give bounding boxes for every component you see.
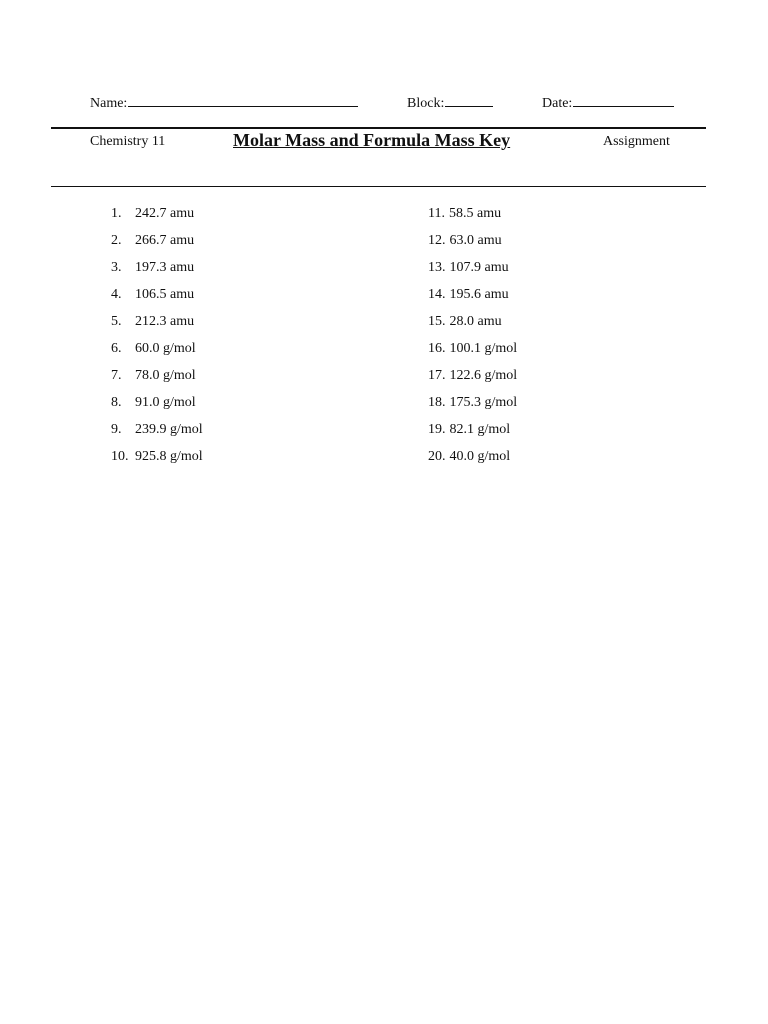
answer-item: [111, 366, 203, 393]
answer-item: [111, 447, 203, 474]
answer-item: [111, 339, 203, 366]
answer-number: 15.: [428, 314, 446, 329]
date-blank: [573, 92, 674, 107]
date-label: Date:: [542, 96, 573, 111]
answer-number: 5.: [111, 314, 122, 329]
answer-number: 11.: [428, 206, 445, 221]
answer-value: 212.3 amu: [135, 314, 195, 329]
answer-value: 122.6 g/mol: [449, 368, 518, 383]
answer-number: 6.: [111, 341, 122, 356]
block-label: Block:: [407, 96, 445, 111]
answer-number: 12.: [428, 233, 446, 248]
answer-item: [428, 231, 517, 258]
answer-item: [111, 204, 203, 231]
answer-item: [428, 285, 517, 312]
answer-number: 3.: [111, 260, 122, 275]
answer-list-right: [428, 204, 517, 474]
answer-value: 195.6 amu: [449, 287, 509, 302]
answer-item: [111, 393, 203, 420]
answer-number: 9.: [111, 422, 122, 437]
answer-value: 58.5 amu: [448, 206, 502, 221]
answer-value: 40.0 g/mol: [449, 449, 511, 464]
block-field: [407, 92, 493, 112]
answer-number: 10.: [111, 449, 129, 464]
answer-number: 4.: [111, 287, 122, 302]
answer-item: [111, 420, 203, 447]
answer-value: 106.5 amu: [135, 287, 195, 302]
date-field: [542, 92, 674, 112]
name-blank: [128, 92, 358, 107]
bottom-divider: [51, 186, 706, 187]
answer-number: 2.: [111, 233, 122, 248]
document-type: Assignment: [603, 134, 670, 149]
block-blank: [445, 92, 493, 107]
answer-value: 175.3 g/mol: [449, 395, 518, 410]
answer-item: [428, 204, 517, 231]
answer-value: 60.0 g/mol: [135, 341, 196, 356]
name-field: [90, 92, 358, 112]
answer-item: [428, 393, 517, 420]
answer-value: 107.9 amu: [449, 260, 509, 275]
answer-number: 17.: [428, 368, 446, 383]
course-name: Chemistry 11: [90, 134, 166, 149]
answer-number: 8.: [111, 395, 122, 410]
answer-value: 82.1 g/mol: [449, 422, 511, 437]
answer-item: [428, 339, 517, 366]
answer-number: 7.: [111, 368, 122, 383]
name-label: Name:: [90, 96, 128, 111]
answer-value: 100.1 g/mol: [449, 341, 518, 356]
answer-item: [428, 366, 517, 393]
answer-value: 63.0 amu: [449, 233, 502, 248]
answer-number: 13.: [428, 260, 446, 275]
answer-value: 197.3 amu: [135, 260, 195, 275]
top-divider: [51, 127, 706, 129]
answer-item: [428, 420, 517, 447]
answer-value: 242.7 amu: [135, 206, 195, 221]
answer-item: [111, 285, 203, 312]
answer-number: 20.: [428, 449, 446, 464]
answer-item: [428, 312, 517, 339]
answer-item: [111, 231, 203, 258]
answer-value: 91.0 g/mol: [135, 395, 196, 410]
answer-value: 239.9 g/mol: [135, 422, 203, 437]
answer-number: 1.: [111, 206, 122, 221]
answer-number: 18.: [428, 395, 446, 410]
answer-item: [111, 258, 203, 285]
answer-number: 14.: [428, 287, 446, 302]
answer-item: [428, 258, 517, 285]
answer-value: 78.0 g/mol: [135, 368, 196, 383]
answer-value: 925.8 g/mol: [135, 449, 203, 464]
answer-number: 16.: [428, 341, 446, 356]
answer-value: 266.7 amu: [135, 233, 195, 248]
page-title: Molar Mass and Formula Mass Key: [233, 130, 511, 150]
answer-list-left: [111, 204, 203, 474]
answer-value: 28.0 amu: [449, 314, 502, 329]
answer-item: [428, 447, 517, 474]
answer-item: [111, 312, 203, 339]
answer-number: 19.: [428, 422, 446, 437]
